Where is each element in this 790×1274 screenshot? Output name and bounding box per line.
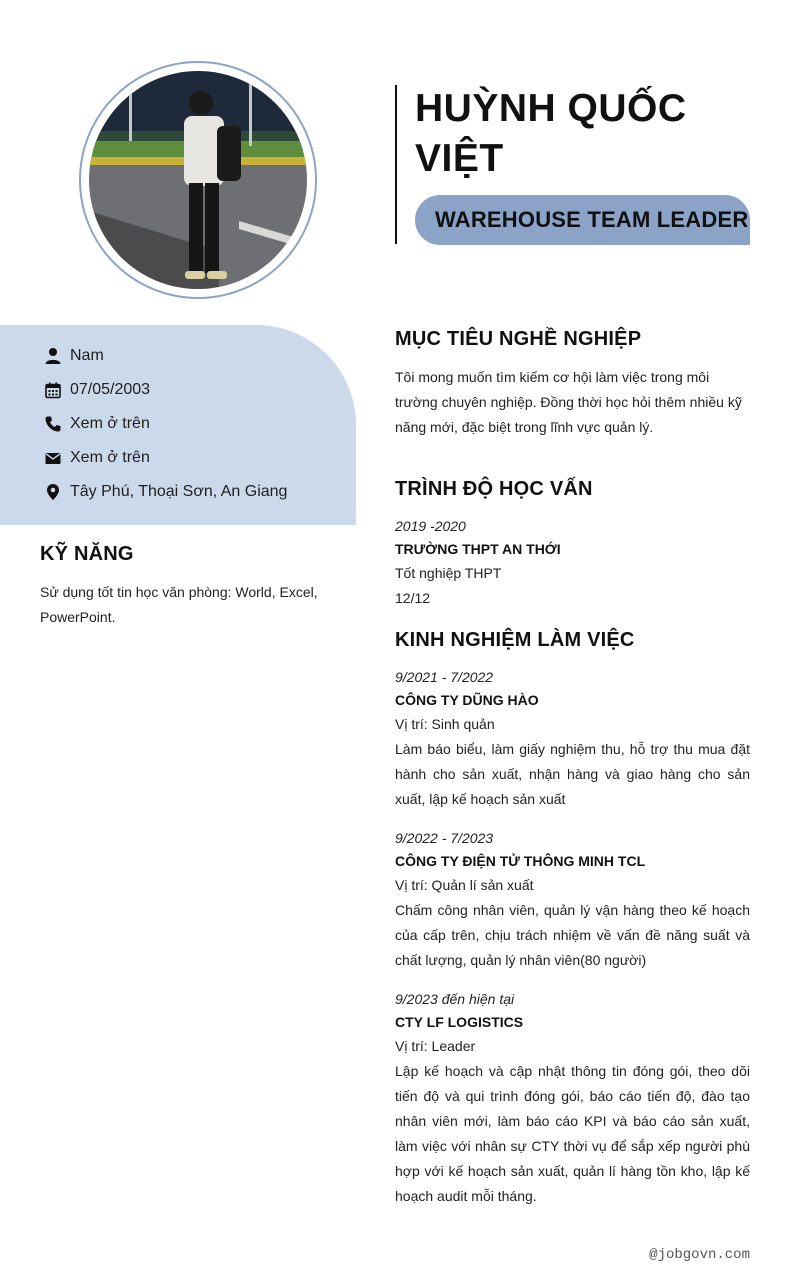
skills-heading: KỸ NĂNG xyxy=(40,543,134,565)
skills-text: Sử dụng tốt tin học văn phòng: World, Excel, PowerPoint. xyxy=(40,584,318,625)
experience-company: CTY LF LOGISTICS xyxy=(395,1014,524,1030)
profile-photo-frame xyxy=(79,61,317,299)
objective-text: Tôi mong muốn tìm kiếm cơ hội làm việc trong môi trường chuyên nghiệp. Đồng thời học hỏi thêm nhiều kỹ năng mới, đặc biệt trong lĩnh vực quản lý. xyxy=(395,369,742,435)
experience-position: Vị trí: Leader xyxy=(395,1038,476,1054)
objective-heading: MỤC TIÊU NGHỀ NGHIỆP xyxy=(395,328,642,350)
name-divider xyxy=(395,85,397,244)
experience-date: 9/2021 - 7/2022 xyxy=(395,669,494,685)
education-grade: 12/12 xyxy=(395,590,431,606)
education-heading: TRÌNH ĐỘ HỌC VẤN xyxy=(395,478,593,500)
role-badge xyxy=(415,195,750,245)
calendar-icon xyxy=(44,381,62,399)
contact-text: 07/05/2003 xyxy=(70,381,151,398)
contact-email xyxy=(44,447,150,469)
footer-watermark: @jobgovn.com xyxy=(649,1247,750,1263)
experience-position: Vị trí: Sinh quản xyxy=(395,716,495,732)
contact-text: Nam xyxy=(70,347,104,364)
experience-description: Chấm công nhân viên, quản lý vận hàng theo kế hoạch của cấp trên, chịu trách nhiệm về vấn đề năng suất và chất lượng, quản lý nhân viên(80 người) xyxy=(395,902,750,968)
phone-icon xyxy=(44,415,62,433)
experience-description: Lập kế hoạch và cập nhật thông tin đóng gói, theo dõi tiến độ và qui trình đóng gói, báo cáo tiến độ, đào tạo nhân viên mới, làm báo cáo KPI và báo cáo sản xuất, làm việc với nhân sự CTY thời vụ để sắp xếp người phù hợp với kế hoạch sản xuất, quản lí hàng tồn kho, lập kế hoạch audit mỗi tháng. xyxy=(395,1063,750,1204)
education-degree: Tốt nghiệp THPT xyxy=(395,565,502,581)
candidate-name: HUỲNH QUỐC VIỆT xyxy=(415,87,687,180)
contact-text: Xem ở trên xyxy=(70,449,150,466)
contact-address xyxy=(44,481,287,503)
person-icon xyxy=(44,347,62,365)
location-icon xyxy=(44,483,62,501)
contact-panel xyxy=(0,325,356,525)
education-date: 2019 -2020 xyxy=(395,518,466,534)
contact-birthdate xyxy=(44,379,150,401)
experience-date: 9/2023 đến hiện tại xyxy=(395,991,515,1007)
contact-phone xyxy=(44,413,150,435)
contact-text: Xem ở trên xyxy=(70,415,150,432)
experience-heading: KINH NGHIỆM LÀM VIỆC xyxy=(395,629,635,651)
experience-description: Làm báo biểu, làm giấy nghiệm thu, hỗ trợ thu mua đặt hành cho sản xuất, nhận hàng và giao hàng cho sản xuất, lập kế hoạch sản xuất xyxy=(395,741,750,807)
contact-gender xyxy=(44,345,104,367)
experience-company: CÔNG TY DŨNG HÀO xyxy=(395,692,539,708)
mail-icon xyxy=(44,449,62,467)
contact-text: Tây Phú, Thoại Sơn, An Giang xyxy=(70,483,288,500)
experience-company: CÔNG TY ĐIỆN TỬ THÔNG MINH TCL xyxy=(395,853,646,869)
experience-date: 9/2022 - 7/2023 xyxy=(395,830,494,846)
profile-photo xyxy=(89,71,307,289)
role-title: WAREHOUSE TEAM LEADER xyxy=(435,207,749,232)
experience-position: Vị trí: Quản lí sản xuất xyxy=(395,877,534,893)
education-school: TRƯỜNG THPT AN THỚI xyxy=(395,541,561,557)
